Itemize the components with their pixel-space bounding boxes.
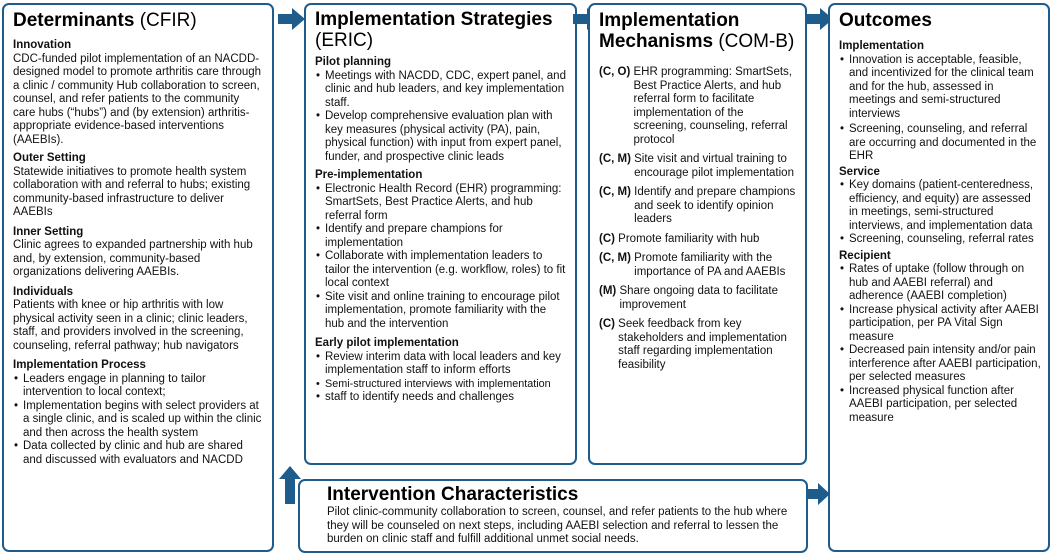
- service-outcomes-list: [839, 179, 1042, 247]
- outcomes-title: Outcomes: [839, 10, 932, 31]
- list-item: • Screening, counseling, referral rates: [839, 233, 1042, 247]
- service-outcomes-heading: Service: [839, 165, 880, 178]
- mechanism-item: (C, M) Promote familiarity with the importance of PA and AAEBIs: [599, 252, 786, 278]
- determinants-box: [2, 3, 274, 552]
- inner-setting-text: Clinic agrees to expanded partnership with hub and, by extension, community-based organizations delivering AAEBIs.: [13, 239, 253, 278]
- list-item: • Data collected by clinic and hub are shared and discussed with evaluators and NACDD: [13, 440, 264, 467]
- strategies-title-paren: (ERIC): [315, 30, 374, 51]
- list-item: • Site visit and online training to encourage pilot implementation, promote familiarity with the hub and the intervention: [315, 291, 567, 332]
- outer-setting-text: Statewide initiatives to promote health system collaboration with and referral to hubs; existing community-based infrastructure to deliver AAEBIs: [13, 165, 251, 218]
- mechanisms-title-line2: Mechanisms (COM-B): [599, 31, 795, 52]
- intervention-text: Pilot clinic-community collaboration to screen, counsel, and refer patients to the hub where they will be counseled on next steps, including AAEBI selection and referral to lessen the burden on clinic staff and fulfill additional unmet social needs.: [327, 506, 788, 545]
- pre-implementation-heading: Pre-implementation: [315, 169, 423, 181]
- list-item: • Meetings with NACDD, CDC, expert panel, and clinic and hub leaders, and key implementation staff.: [315, 70, 567, 111]
- intervention-box: [298, 479, 808, 553]
- list-item: • Semi-structured interviews with implementation: [315, 378, 567, 392]
- list-item: • Develop comprehensive evaluation plan with key measures (physical activity (PA), pain, physical function) with input from expert panel, funder, and prospective clinic leads: [315, 110, 567, 164]
- list-item: • Implementation begins with select providers at a single clinic, and is scaled up within the clinic and then across the health system: [13, 400, 264, 441]
- recipient-outcomes-list: [839, 263, 1042, 425]
- list-item: • Electronic Health Record (EHR) programming: SmartSets, Best Practice Alerts, and hub referral form: [315, 183, 567, 224]
- outcomes-box: [828, 3, 1050, 552]
- implementation-process-list: [13, 373, 264, 468]
- implementation-outcomes-heading: Implementation: [839, 40, 924, 52]
- mechanism-item: (M) Share ongoing data to facilitate improvement: [599, 285, 779, 311]
- arrow-right-icon: [278, 8, 306, 30]
- mechanisms-title: Implementation: [599, 10, 740, 31]
- mechanism-item: (C, M) Site visit and virtual training to encourage pilot implementation: [599, 153, 794, 179]
- outer-setting-heading: Outer Setting: [13, 152, 86, 164]
- determinants-title: Determinants (CFIR): [13, 10, 197, 31]
- list-item: • Increase physical activity after AAEBI participation, per PA Vital Sign measure: [839, 304, 1042, 345]
- strategies-box: [304, 3, 577, 465]
- mechanism-item: (C) Seek feedback from key stakeholders and implementation staff regarding implementation feasibility: [599, 318, 787, 371]
- strategies-title: Implementation Strategies: [315, 9, 553, 30]
- mechanisms-box: [588, 3, 807, 465]
- list-item: • Rates of uptake (follow through on hub and AAEBI referral) and adherence (AAEBI completion): [839, 263, 1042, 304]
- implementation-process-heading: Implementation Process: [13, 359, 146, 371]
- list-item: • Identify and prepare champions for implementation: [315, 223, 567, 250]
- early-pilot-list: [315, 351, 567, 405]
- list-item: • Leaders engage in planning to tailor intervention to local context;: [13, 373, 264, 400]
- mechanism-item: (C) Promote familiarity with hub: [599, 232, 760, 245]
- intervention-title: Intervention Characteristics: [327, 484, 579, 505]
- pilot-planning-heading: Pilot planning: [315, 56, 392, 68]
- list-item: • Collaborate with implementation leaders to tailor the intervention (e.g. workflow, roles) to fit local context: [315, 250, 567, 291]
- individuals-heading: Individuals: [13, 285, 74, 298]
- innovation-heading: Innovation: [13, 39, 72, 51]
- implementation-outcomes-list: [839, 54, 1042, 164]
- list-item: • Key domains (patient-centeredness, efficiency, and equity) are assessed in meetings, semi-structured interviews, and implementation data: [839, 179, 1042, 233]
- early-pilot-heading: Early pilot implementation: [315, 337, 459, 349]
- inner-setting-heading: Inner Setting: [13, 225, 84, 238]
- list-item: • staff to identify needs and challenges: [315, 391, 567, 405]
- arrow-right-icon: [805, 483, 831, 505]
- list-item: • Review interim data with local leaders and key implementation staff to inform efforts: [315, 351, 567, 378]
- list-item: • Decreased pain intensity and/or pain interference after AAEBI participation, per selected measures: [839, 344, 1042, 385]
- pre-implementation-list: [315, 183, 567, 332]
- list-item: • Increased physical function after AAEBI participation, per selected measure: [839, 385, 1042, 426]
- mechanism-item: (C, O) EHR programming: SmartSets, Best Practice Alerts, and hub referral form to facilitate implementation of the screening, counseling, referral protocol: [599, 66, 793, 146]
- list-item: • Screening, counseling, and referral are occurring and documented in the EHR: [839, 123, 1042, 164]
- mechanism-item: (C, M) Identify and prepare champions and seek to identify opinion leaders: [599, 186, 796, 225]
- list-item: • Innovation is acceptable, feasible, and incentivized for the clinical team and for the hub, assessed in meetings and semi-structured interviews: [839, 54, 1042, 122]
- innovation-text: CDC-funded pilot implementation of an NACDD-designed model to promote arthritis care through a clinic / community Hub collaboration to screen, counsel, and refer patients to the community care hubs (“hubs”) and (by extension) arthritis-appropriate evidence-based interventions (AAEBIs).: [13, 52, 262, 146]
- recipient-outcomes-heading: Recipient: [839, 249, 891, 262]
- individuals-text: Patients with knee or hip arthritis with low physical activity seen in a clinic; clinic leaders, staff, and providers involved in the screening, counseling, referral pathway; hub navigators: [13, 299, 248, 352]
- pilot-planning-list: [315, 70, 567, 165]
